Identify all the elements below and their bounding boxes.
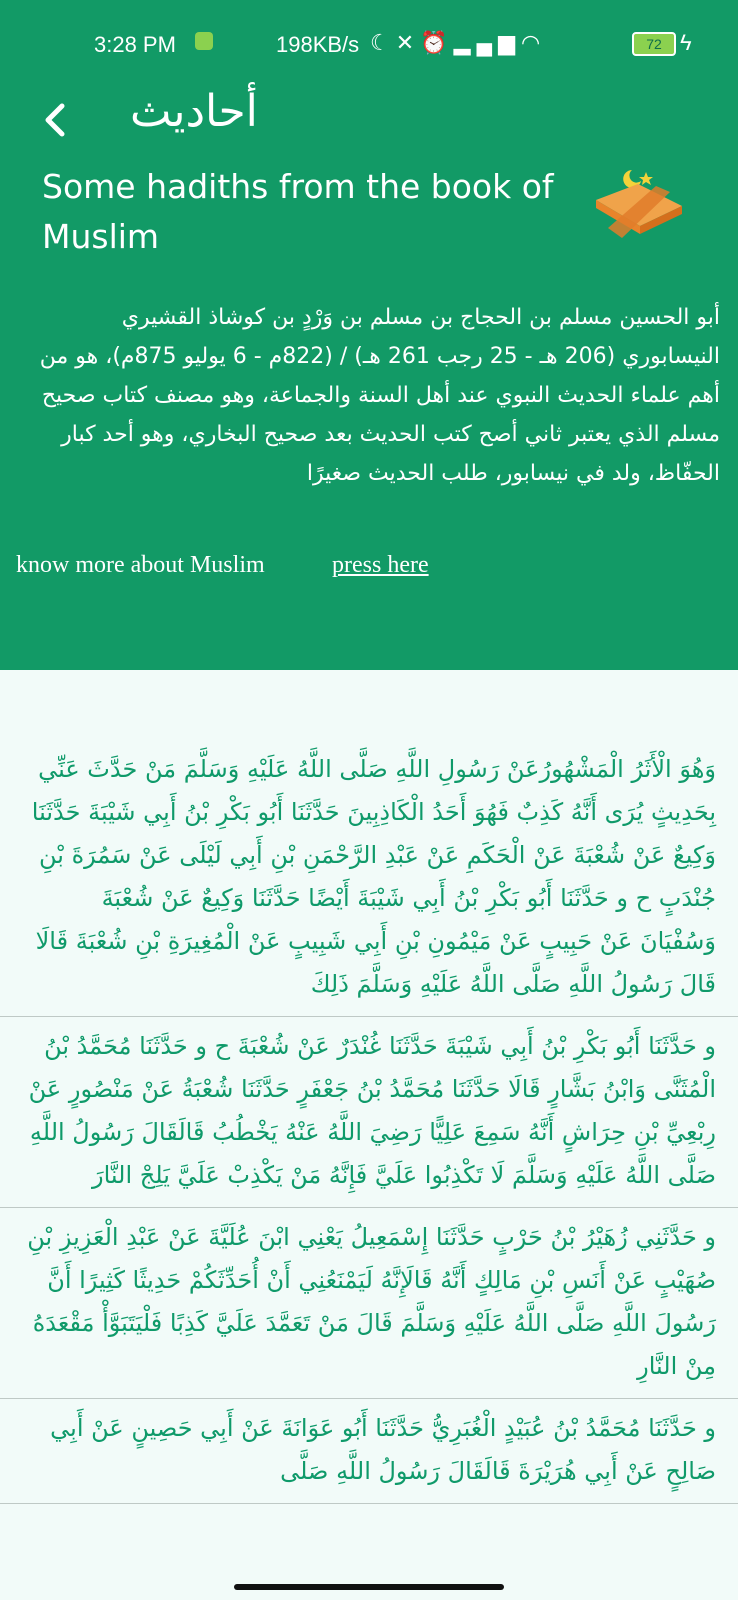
status-time: 3:28 PM bbox=[94, 32, 176, 57]
list-item[interactable] bbox=[0, 740, 738, 1017]
app-header bbox=[0, 0, 738, 670]
hadith-text: و حَدَّثَنَا أَبُو بَكْرِ بْنُ أَبِي شَيْبَةَ حَدَّثَنَا غُنْدَرٌ عَنْ شُعْبَةَ ح و حَدَّثَنَا مُحَمَّدُ بْنُ الْمُثَنَّى وَابْنُ بَشَّارٍ قَالَا حَدَّثَنَا مُحَمَّدُ بْنُ جَعْفَرٍ حَدَّثَنَا شُعْبَةُ عَنْ مَنْصُورٍ عَنْ رِبْعِيِّ بْنِ حِرَاشٍ أَنَّهُ سَمِعَ عَلِيًّا رَضِيَ اللَّهُ عَنْهُ يَخْطُبُ قَالَقَالَ رَسُولُ اللَّهِ صَلَّى اللَّهُ عَلَيْهِ وَسَلَّمَ لَا تَكْذِبُوا عَلَيَّ فَإِنَّهُ مَنْ يَكْذِبْ عَلَيَّ يَلِجْ النَّارَ bbox=[28, 1032, 716, 1189]
hadith-text: و حَدَّثَنِي زُهَيْرُ بْنُ حَرْبٍ حَدَّثَنَا إِسْمَعِيلُ يَعْنِي ابْنَ عُلَيَّةَ عَنْ عَبْدِ الْعَزِيزِ بْنِ صُهَيْبٍ عَنْ أَنَسِ بْنِ مَالِكٍ أَنَّهُ قَالَإِنَّهُ لَيَمْنَعُنِي أَنْ أُحَدِّثَكُمْ حَدِيثًا كَثِيرًا أَنَّ رَسُولَ اللَّهِ صَلَّى اللَّهُ عَلَيْهِ وَسَلَّمَ قَالَ مَنْ تَعَمَّدَ عَلَيَّ كَذِبًا فَلْيَتَبَوَّأْ مَقْعَدَهُ مِنْ النَّارِ bbox=[27, 1223, 716, 1380]
wifi-icon: ◠ bbox=[521, 30, 547, 55]
alarm-icon: ⏰ bbox=[420, 30, 454, 55]
page-title: أحاديث bbox=[130, 86, 258, 137]
mute-icon: ✕ bbox=[395, 30, 421, 55]
status-bar bbox=[0, 24, 738, 64]
author-bio: أبو الحسين مسلم بن الحجاج بن مسلم بن وَرْدٍ بن كوشاذ القشيري النيسابوري (206 هـ - 25 رجب 261 هـ) / (822م - 6 يوليو 875م)، هو من أهم علماء الحديث النبوي عند أهل السنة والجماعة، وهو مصنف كتاب صحيح مسلم الذي يعتبر ثاني أصح كتب الحديث بعد صحيح البخاري، وهو أحد كبار الحفّاظ، ولد في نيسابور، طلب الحديث صغيرًا bbox=[39, 305, 720, 486]
network-speed: 198KB/s bbox=[276, 32, 360, 57]
battery-icon: 72 bbox=[632, 32, 676, 56]
gesture-home-bar[interactable] bbox=[234, 1584, 504, 1590]
hadith-text: و حَدَّثَنَا مُحَمَّدُ بْنُ عُبَيْدٍ الْغُبَرِيُّ حَدَّثَنَا أَبُو عَوَانَةَ عَنْ أَبِي حَصِينٍ عَنْ أَبِي صَالِحٍ عَنْ أَبِي هُرَيْرَةَ قَالَقَالَ رَسُولُ اللَّهِ صَلَّى bbox=[50, 1414, 716, 1485]
quran-book-icon bbox=[592, 156, 688, 252]
signal-icon: ▂▄▆ bbox=[453, 30, 522, 55]
press-here-link[interactable]: press here bbox=[332, 552, 429, 578]
page-subtitle: Some hadiths from the book of Muslim bbox=[42, 167, 554, 256]
hadith-list[interactable] bbox=[0, 740, 738, 1504]
back-button[interactable] bbox=[36, 96, 76, 144]
hadith-text: وَهُوَ الْأَثَرُ الْمَشْهُورُعَنْ رَسُولِ اللَّهِ صَلَّى اللَّهُ عَلَيْهِ وَسَلَّمَ مَنْ حَدَّثَ عَنِّي بِحَدِيثٍ يُرَى أَنَّهُ كَذِبٌ فَهُوَ أَحَدُ الْكَاذِبِينَ حَدَّثَنَا أَبُو بَكْرِ بْنُ أَبِي شَيْبَةَ حَدَّثَنَا وَكِيعٌ عَنْ شُعْبَةَ عَنْ الْحَكَمِ عَنْ عَبْدِ الرَّحْمَنِ بْنِ أَبِي لَيْلَى عَنْ سَمُرَةَ بْنِ جُنْدَبٍ ح و حَدَّثَنَا أَبُو بَكْرِ بْنُ أَبِي شَيْبَةَ أَيْضًا حَدَّثَنَا وَكِيعٌ عَنْ شُعْبَةَ وَسُفْيَانَ عَنْ حَبِيبٍ عَنْ مَيْمُونِ بْنِ أَبِي شَبِيبٍ عَنْ الْمُغِيرَةِ بْنِ شُعْبَةَ قَالَا قَالَ رَسُولُ اللَّهِ صَلَّى اللَّهُ عَلَيْهِ وَسَلَّمَ ذَلِكَ bbox=[31, 755, 716, 998]
know-more-label: know more about Muslim bbox=[16, 552, 265, 578]
status-icons bbox=[370, 30, 546, 56]
notification-app-icon bbox=[195, 32, 213, 50]
list-item[interactable] bbox=[0, 1017, 738, 1208]
list-item[interactable] bbox=[0, 1399, 738, 1504]
list-item[interactable] bbox=[0, 1208, 738, 1399]
charging-icon: ϟ bbox=[680, 30, 692, 55]
moon-icon: ☾ bbox=[370, 30, 396, 55]
chevron-left-icon bbox=[36, 96, 76, 144]
